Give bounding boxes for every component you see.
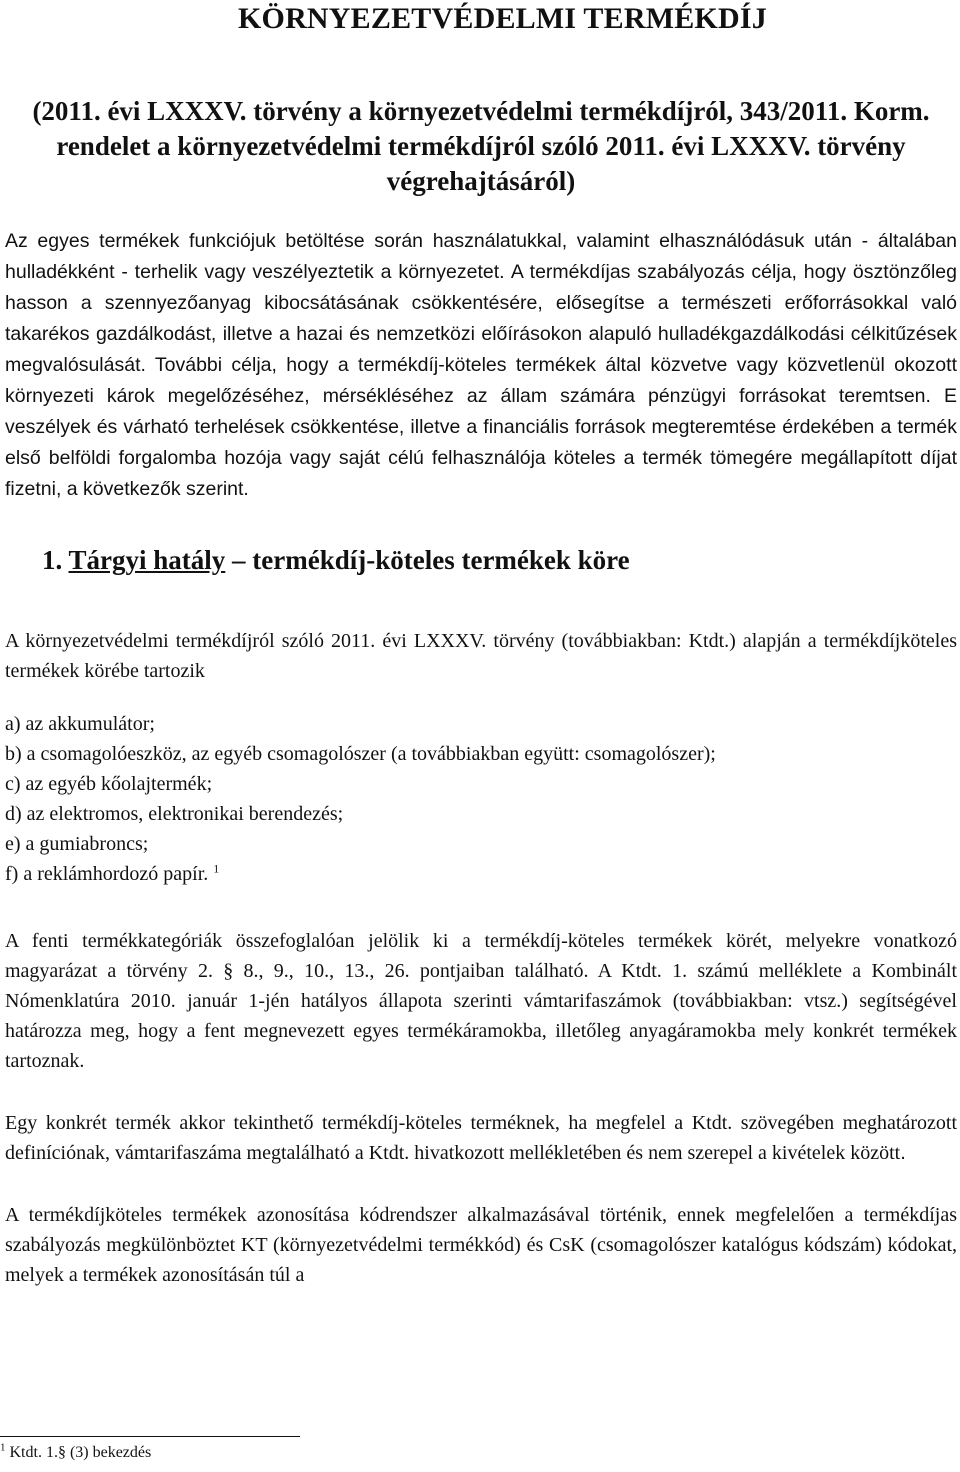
intro-paragraph [5, 226, 957, 505]
footnote-separator [0, 1436, 300, 1437]
legal-basis-paragraph: A környezetvédelmi termékdíjról szóló 2011. évi LXXXV. törvény (továbbiakban: Ktdt.) alapján a termékdíjköteles termékek körébe tartozik [5, 630, 957, 682]
footnote-number: 1 [0, 1441, 6, 1454]
document-page [5, 0, 957, 1290]
definition-period: . [900, 1142, 906, 1164]
intro-lead-text: Az egyes termékek funkciójuk betöltése során használatukkal, valamint elhasználódásuk után - általában hulladékként - terhelik vagy veszélyeztetik a környezetet. [5, 230, 957, 283]
intro-body-text: A termékdíjas szabályozás célja, hogy ösztönzőleg hasson a szennyezőanyag kibocsátásának csökkentésére, elősegítse a természeti erőforrásokkal való takarékos gazdálkodást, illetve a hazai és nemzetközi előírásokon alapuló hulladékgazdálkodási célkitűzések megvalósulását. További célja, hogy a termékdíj-köteles termékek által közvetve vagy közvetlenül okozott környezeti károk megelőzéséhez, mérsékléséhez az állam számára pénzügyi forrásokat teremtsen. E veszélyek és várható terhelések csökkentése, illetve a financiális források megteremtése érdekében a termék első belföldi forgalomba hozója vagy saját célú felhasználója köteles a termék tömegére megállapított díjat fizetni, a következők szerint. [5, 261, 957, 500]
footnote [0, 1441, 151, 1465]
list-item-last [5, 859, 957, 889]
document-subtitle: (2011. évi LXXXV. törvény a környezetvédelmi termékdíjról, 343/2011. Korm. rendelet a környezetvédelmi termékdíjról szóló 2011. évi LXXXV. törvény végrehajtásáról) [32, 96, 930, 196]
document-title: KÖRNYEZETVÉDELMI TERMÉKDÍJ [238, 2, 767, 35]
list-item: a) az akkumulátor; [5, 713, 155, 735]
list-item: c) az egyéb kőolajtermék; [5, 773, 213, 795]
list-item: b) a csomagolóeszköz, az egyéb csomagolószer (a továbbiakban együtt: csomagolószer); [5, 743, 716, 765]
product-category-list [5, 709, 957, 889]
section-number: 1. [42, 545, 63, 575]
summary-paragraph: A fenti termékkategóriák összefoglalóan jelölik ki a termékdíj-köteles termékek körét, melyekre vonatkozó magyarázat a törvény 2. § 8., 9., 10., 13., 26. pontjaiban található. A Ktdt. 1. számú melléklete a Kombinált Nómenklatúra 2010. január 1-jén hatályos állapota szerinti vámtarifaszámok (továbbiakban: vtsz.) segítségével határozza meg, hogy a fent megnevezett egyes termékáramokba, illetőleg anyagáramokba mely konkrét termékek tartoznak. [5, 930, 957, 1072]
definition-text: Egy konkrét termék akkor tekinthető termékdíj-köteles terméknek, ha megfelel a Ktdt. szövegében meghatározott definíciónak, vámtarifaszáma megtalálható a Ktdt. hivatkozott mellékletében és nem szerepel a kivételek között [5, 1112, 957, 1164]
list-item: d) az elektromos, elektronikai berendezés; [5, 803, 344, 825]
footnote-text: Ktdt. 1.§ (3) bekezdés [9, 1444, 152, 1461]
section-heading [42, 543, 957, 577]
section-label: Tárgyi hatály [68, 545, 226, 575]
section-dash: – [232, 545, 246, 575]
identification-paragraph: A termékdíjköteles termékek azonosítása kódrendszer alkalmazásával történik, ennek megfelelően a termékdíjas szabályozás megkülönböztet KT (környezetvédelmi termékkód) és CsK (csomagolószer katalógus kódszám) kódokat, melyek a termékek azonosításán túl a [5, 1204, 957, 1286]
list-item: e) a gumiabroncs; [5, 833, 149, 855]
footnote-reference[interactable]: 1 [213, 861, 220, 876]
list-item-text: f) a reklámhordozó papír. [5, 863, 209, 885]
section-rest: termékdíj-köteles termékek köre [252, 545, 630, 575]
definition-paragraph [5, 1108, 957, 1168]
